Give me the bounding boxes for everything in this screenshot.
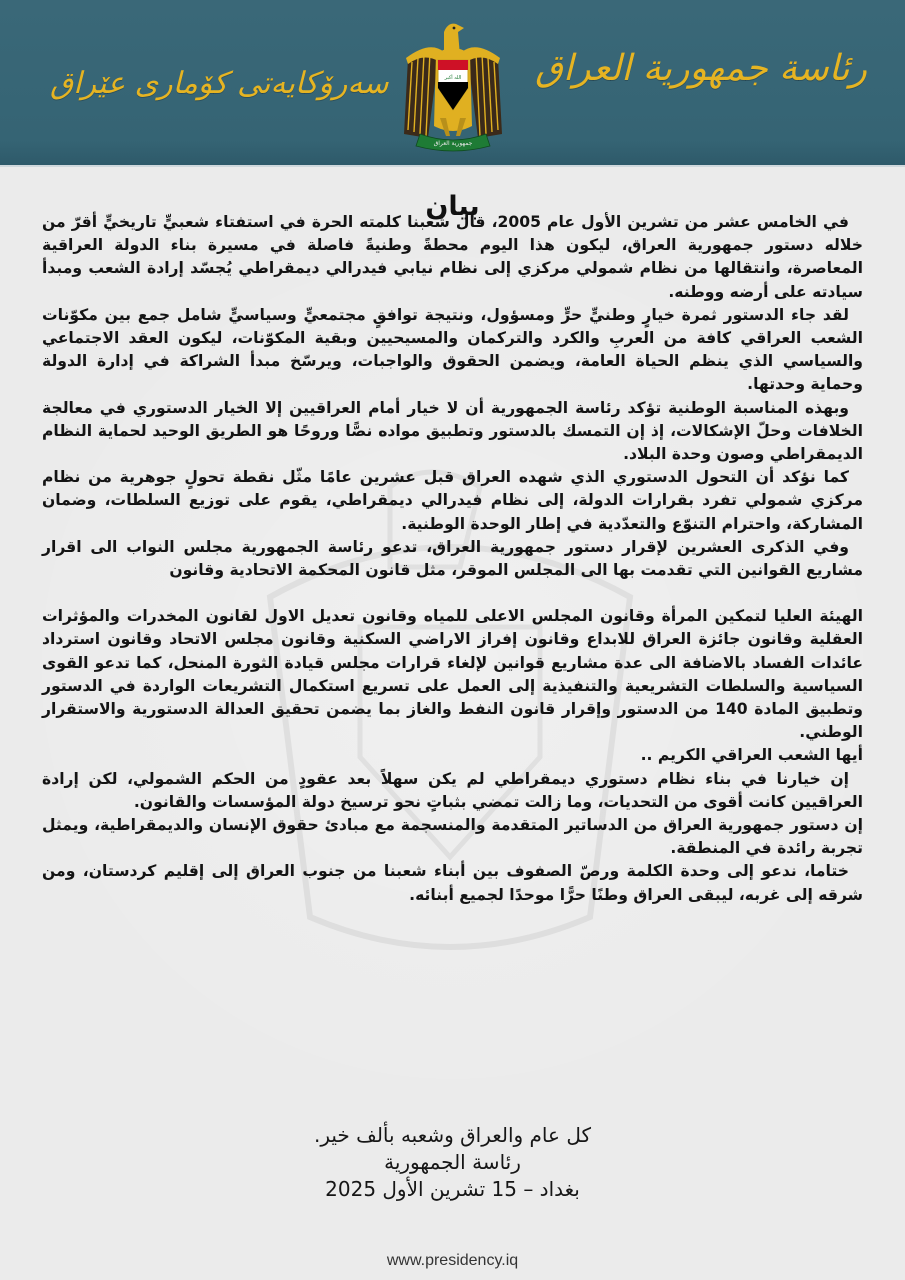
iraq-eagle-emblem-icon <box>400 18 506 152</box>
paragraph-democratic-choice: إن خيارنا في بناء نظام دستوري ديمقراطي لم يكن سهلاً بعد عقودٍ من الحكم الشمولي، لكن إرادة العراقيين كانت أقوى من التحديات، وما زالت تمضي بثباتٍ نحو ترسيخ دولة المؤسسات والقانون. <box>42 769 863 811</box>
header-title-kurdish: سەرۆکایەتی کۆماری عێراق <box>50 66 389 101</box>
paragraph-constitutional-option: وبهذه المناسبة الوطنية تؤكد رئاسة الجمهورية أن لا خيار أمام العراقيين إلا الخيار الدستوري في معالجة الخلافات وحلّ الإشكالات، إذ إن التمسك بالدستور وتطبيق مواده نصًّا وروحًا هو الطريق الوحيد لحماية النظام الديمقراطي وصون وحدة البلاد. <box>42 398 863 464</box>
paragraph-call-to-parliament: وفي الذكرى العشرين لإقرار دستور جمهورية العراق، تدعو رئاسة الجمهورية مجلس النواب الى اقرار مشاريع القوانين التي تقدمت بها الى المجلس الموقر، مثل قانون المحكمة الاتحادية وقانون <box>42 537 863 580</box>
paragraph-transition: كما نؤكد أن التحول الدستوري الذي شهده العراق قبل عشرين عامًا مثّل نقطة تحولٍ جوهرية من نظام مركزي شمولي تفرد بقرارات الدولة، إلى نظام فيدرالي ديمقراطي، يقوم على توزيع السلطات، وضمان المشاركة، واحترام التنوّع والتعدّدية في إطار الوحدة الوطنية. <box>42 468 863 533</box>
paragraph-laws-list: الهيئة العليا لتمكين المرأة وقانون المجلس الاعلى للمياه وقانون تعديل الاول لقانون المخدرات والمؤثرات العقلية وقانون جائزة العراق للابداع وقانون إفراز الاراضي السكنية وقانون مجلس الاتحاد وقانون استرداد عائدات الفساد بالاضافة الى عدة مشاريع قوانين لإلغاء قرارات مجلس قيادة الثورة المنحل، كما تدعو القوى السياسية والسلطات التشريعية والتنفيذية إلى العمل على تسريع استكمال التشريعات الواردة في الدستور وتطبيق المادة 140 من الدستور وإقرار قانون النفط والغاز بما يضمن تحقيق العدالة الدستورية والاستقرار الوطني. <box>42 607 863 742</box>
header-title-arabic: رئاسة جمهورية العراق <box>535 48 867 89</box>
emblem-flag-text: الله أكبر <box>444 75 462 81</box>
statement-body <box>42 211 863 907</box>
paragraph-address: أيها الشعب العراقي الكريم .. <box>640 746 863 765</box>
statement-page <box>0 167 905 1280</box>
paragraph-advanced-constitution: إن دستور جمهورية العراق من الدساتير المتقدمة والمنسجمة مع مبادئ حقوق الإنسان والديمقراطية، ويمثل تجربة رائدة في المنطقة. <box>42 816 863 858</box>
website-link[interactable]: www.presidency.iq <box>386 1252 519 1269</box>
closing-block <box>0 1122 905 1203</box>
paragraph-conclusion: ختاما، ندعو إلى وحدة الكلمة ورصّ الصفوف بين أبناء شعبنا من جنوب العراق إلى إقليم كردستان، ومن شرقه إلى غربه، ليبقى العراق وطنًا حرًّا موحدًا لجميع أبنائه. <box>42 862 863 904</box>
closing-greeting: كل عام والعراق وشعبه بألف خير. <box>313 1123 591 1147</box>
paragraph-referendum: في الخامس عشر من تشرين الأول عام 2005، قال شعبنا كلمته الحرة في استفتاء شعبيٍّ تاريخيٍّ أقرّ من خلاله دستور جمهورية العراق، ليكون هذا اليوم محطةً وطنيةً فاصلة في مسيرة بناء الدولة العراقية المعاصرة، وانتقالها من نظام شمولي مركزي إلى نظام نيابي فيدرالي ديمقراطي يُجسّد إرادة الشعب ومبدأ سيادته على أرضه ووطنه. <box>42 213 863 301</box>
document-title: بيان <box>425 191 480 223</box>
paragraph-constitution-origin: لقد جاء الدستور ثمرة خيارٍ وطنيٍّ حرٍّ ومسؤول، ونتيجة توافقٍ مجتمعيٍّ وسياسيٍّ شامل جمع بين مكوّنات الشعب العراقي كافة من العربِ والكرد والتركمان والمسيحيين وبقية المكوّنات، ليكون العقد الاجتماعي والسياسي الذي ينظم الحياة العامة، ويضمن الحقوق والواجبات، ويرسّخ مبدأ الشراكة في إدارة الدولة وحماية وحدتها. <box>42 305 863 394</box>
emblem-scroll-text: جمهورية العراق <box>433 140 473 147</box>
header-banner <box>0 0 905 167</box>
closing-signature: رئاسة الجمهورية <box>384 1150 521 1174</box>
closing-place-date: بغداد – 15 تشرين الأول 2025 <box>325 1177 580 1201</box>
